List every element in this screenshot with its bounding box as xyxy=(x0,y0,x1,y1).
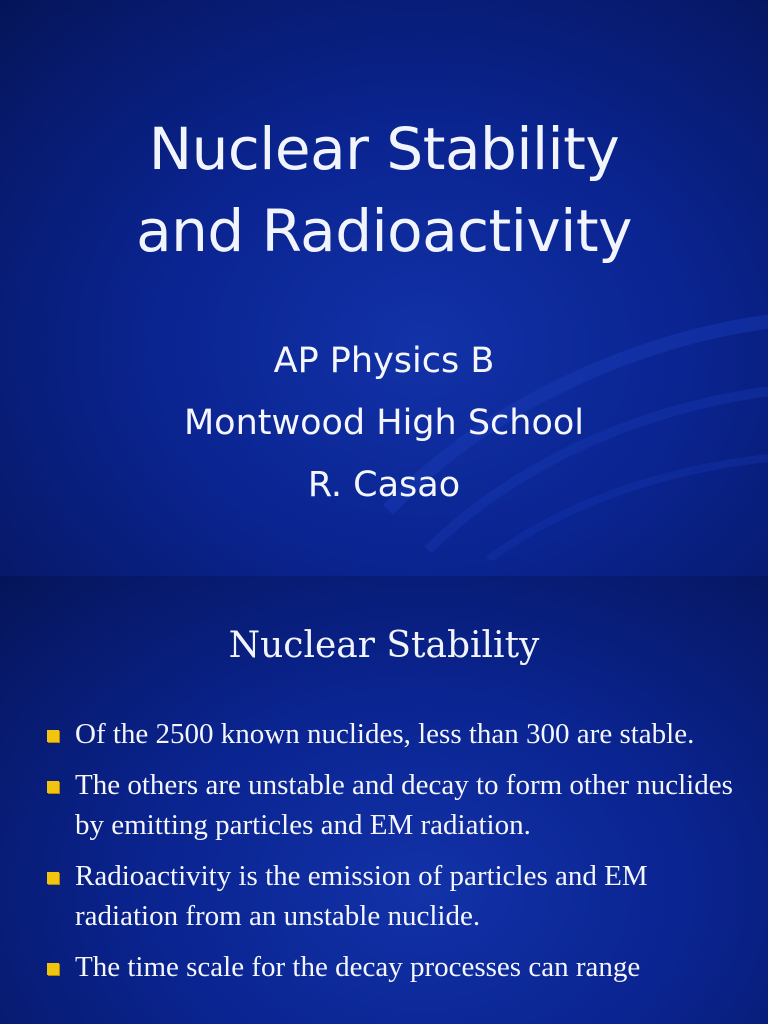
bullet-text: The time scale for the decay processes can range xyxy=(75,951,641,983)
square-bullet-icon xyxy=(47,730,59,742)
title-line-2: and Radioactivity xyxy=(136,197,632,265)
course-name: AP Physics B xyxy=(273,341,495,381)
square-bullet-icon xyxy=(47,781,59,793)
bullet-list xyxy=(44,714,744,998)
bullet-text: The others are unstable and decay to form other nuclides by emitting particles and EM radiation. xyxy=(75,769,733,841)
square-bullet-icon xyxy=(47,872,59,884)
school-name: Montwood High School xyxy=(183,403,585,443)
list-item xyxy=(44,765,744,845)
author-name: R. Casao xyxy=(307,465,461,505)
list-item xyxy=(44,856,744,936)
square-bullet-icon xyxy=(47,963,59,975)
subtitle-block xyxy=(0,330,768,516)
content-slide-title: Nuclear Stability xyxy=(228,625,540,666)
list-item xyxy=(44,947,744,987)
title-line-1: Nuclear Stability xyxy=(148,115,620,183)
slide-title xyxy=(0,108,768,272)
list-item xyxy=(44,714,744,754)
bullet-text: Radioactivity is the emission of particles and EM radiation from an unstable nuclide. xyxy=(75,860,648,932)
bullet-text: Of the 2500 known nuclides, less than 300 are stable. xyxy=(75,718,695,750)
